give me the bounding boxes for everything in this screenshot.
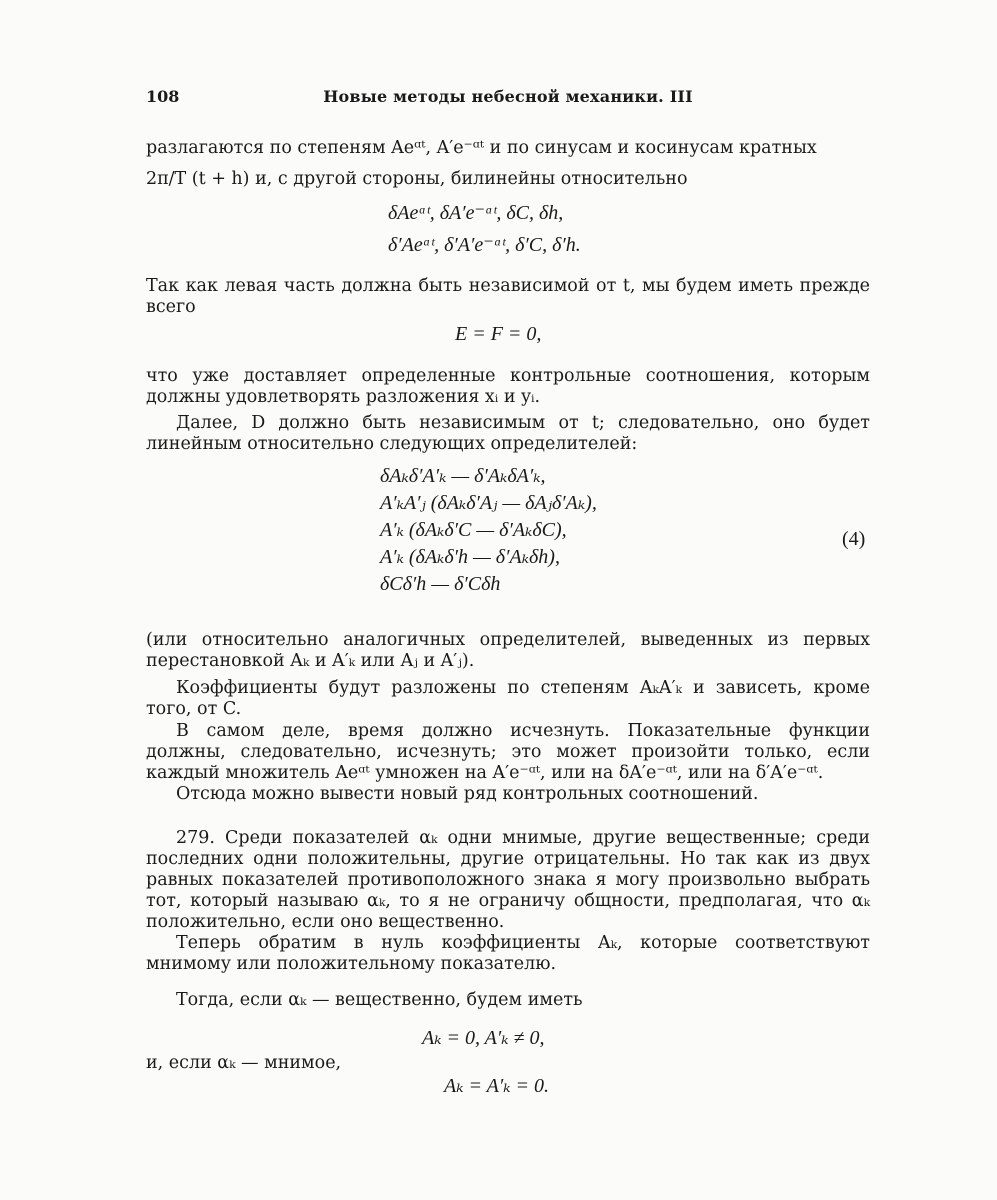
running-header [146,86,870,108]
determinant-line: δCδ′h — δ′Cδh [380,573,501,595]
paragraph-1-line-2: 2π/T (t + h) и, с другой стороны, билинейны относительно [146,169,688,189]
text-imaginary-case: и, если αₖ — мнимое, [146,1053,342,1073]
paragraph-7-text: В самом деле, время должно исчезнуть. Показательные функции должны, следовательно, исчезнуть; это может произойти только, если каждый множитель Aeᵅᵗ умножен на A′e⁻ᵅᵗ, или на δA′e⁻ᵅᵗ, или на δ′A′e⁻ᵅᵗ. [146,721,870,783]
equation-delta-prime-variations: δ′Aeᵅᵗ, δ′A′e⁻ᵅᵗ, δ′C, δ′h. [388,234,581,256]
equation-E-F-zero: E = F = 0, [455,323,542,345]
paragraph-5 [146,630,870,672]
paragraph-6-text: Коэффициенты будут разложены по степеням AₖA′ₖ и зависеть, кроме того, от C. [146,678,870,719]
paragraph-2-text: Так как левая часть должна быть независимой от t, мы будем иметь прежде всего [146,276,870,317]
paragraph-4-text: Далее, D должно быть независимым от t; следовательно, оно будет линейным относительно следующих определителей: [146,413,870,454]
equation-number: (4) [842,528,866,550]
paragraph-11-text: Тогда, если αₖ — вещественно, будем иметь [176,990,583,1010]
paragraph-10-text: Теперь обратим в нуль коэффициенты Aₖ, которые соответствуют мнимому или положительному показателю. [146,933,870,974]
paragraph-9-text: 279. Среди показателей αₖ одни мнимые, другие вещественные; среди последних одни положительны, другие отрицательны. Но так как из двух равных показателей противоположного знака я могу произвольно выбрать тот, который называю αₖ, то я не ограничу общности, предполагая, что αₖ положительно, если оно вещественно. [146,828,870,932]
paragraph-8-text: Отсюда можно вывести новый ряд контрольных соотношений. [176,784,759,804]
paragraph-7 [146,721,870,805]
paragraph-1-line-1: разлагаются по степеням Aeᵅᵗ, A′e⁻ᵅᵗ и по синусам и косинусам кратных [146,138,817,158]
paragraph-11 [146,990,870,1011]
determinant-line: A′ₖA′ⱼ (δAₖδ′Aⱼ — δAⱼδ′Aₖ), [380,492,597,514]
paragraph-1 [146,138,870,190]
determinant-line: A′ₖ (δAₖδ′h — δ′Aₖδh), [380,546,560,568]
determinant-line: δAₖδ′A′ₖ — δ′AₖδA′ₖ, [380,465,546,487]
paragraph-3 [146,366,870,408]
section-279 [146,828,870,975]
determinants-list [380,463,597,598]
paragraph-5-text: (или относительно аналогичных определителей, выведенных из первых перестановкой Aₖ и A′ₖ или Aⱼ и A′ⱼ). [146,630,870,671]
equation-delta-variations: δAeᵅᵗ, δA′e⁻ᵅᵗ, δC, δh, [388,202,564,224]
paragraph-4 [146,413,870,455]
paragraph-2 [146,276,870,318]
running-title: Новые методы небесной механики. III [323,87,693,106]
paragraph-6 [146,678,870,720]
equation-real-case: Aₖ = 0, A′ₖ ≠ 0, [422,1027,545,1049]
equation-imaginary-case: Aₖ = A′ₖ = 0. [444,1075,550,1097]
page-number: 108 [146,87,180,106]
paragraph-3-text: что уже доставляет определенные контрольные соотношения, которым должны удовлетворять разложения xᵢ и yᵢ. [146,366,870,407]
determinant-line: A′ₖ (δAₖδ′C — δ′AₖδC), [380,519,567,541]
